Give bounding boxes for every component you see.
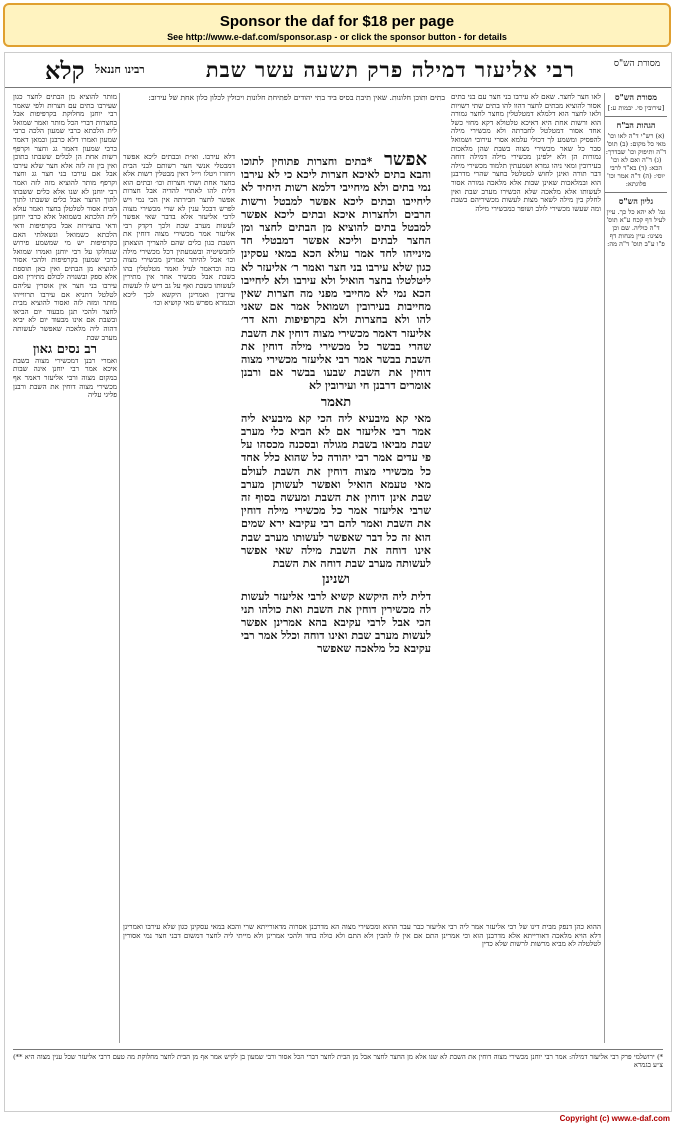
gilyon-text: גמ' לא יהא כל כך. עיין לעיל דף קכח ע"א תוס' ד"ה כוליה. שם וכן מצינו: עיין מנחות דף פ"ו ע"ב תוס' ד"ה מה: bbox=[606, 208, 666, 248]
page-header bbox=[5, 57, 671, 85]
footnote-rule bbox=[13, 1049, 663, 1050]
masoret-text: [עירובין סי. יבמות ע:] bbox=[607, 104, 665, 112]
gemara-opening-word-2: תאמר bbox=[320, 394, 352, 410]
gemara-opening-word: אפשר bbox=[384, 153, 427, 170]
sponsor-banner-title[interactable]: Sponsor the daf for $18 per page bbox=[219, 13, 455, 30]
gemara-text-2: מאי קא מיבעיא ליה הכי קא מיבעיא ליה אמר רבי אליעזר אם לא הביא כלי מערב שבת מביאו בשבת מגולה ובסכנה מכסהו על פי עדים אמר רבי יהודה כל שהוא כלל אחד כל מכשירי מצוה דוחין את השבת לעולם מאי טעמא הואיל ואפשר לעשותן מערב שבת אינן דוחין את השבת ומעשה בסוף זה שרבי אליעזר אמר כל מכשירי מילה דוחין את השבת ואמר להם רבי עקיבא ירא שמים הוא זה כל דבר שאפשר לעשותו מערב שבת אינו דוחה את השבת מילה שאי אפשר לעשותה מערב שבת דוחה את השבת bbox=[241, 411, 431, 571]
hagahot-title: הגהות הב"ח bbox=[616, 120, 656, 130]
margin-divider bbox=[605, 192, 667, 193]
rav-nissim-text: ואמרי רבנן דמכשירי מצוה בשבת איכא אמר רבי יוחנן אינה שבות במקום מצוה ורבי אליעזר דאמר אף מכשירי מצוה דוחין את השבת ורבנן פליגי עליה bbox=[13, 355, 117, 400]
top-commentary-text: בתים ותוכן חלונות. שאין תיבת בסיס ביד בתי יהודים לפתיחת חלונות ויכולין לכלון כלון אחת של עירוב: bbox=[148, 93, 445, 102]
gemara-column bbox=[241, 153, 431, 923]
talmud-page bbox=[4, 52, 672, 1112]
rashi-text: לאו חצר לחצר. שאם לא עירבו בני חצר עם בני בתים אסור להוציא מבתים לחצר דהוו להו בתים שתי רשויות ולאו לחצר הוא דלמלא דמטלטלין מחצר לחצר גמורה הוא ורשות אחת היא דאיכא טלטולא דקא מחזי כשל אחד אסור דמטלטל לחברתה ולא מכשירי מילה להפסיק ומשמע לך דכולי עלמא אסרי עירובי ושמואל סבר כל שאר מכשירי מצוה בשבת שהן מלאכות גמורות הן ולא ילפינן מכשירי מילה דמילה דוחה בעירובין ומאי ניהו גמרא ושמעתין תלמוד מכשירי מילה דבר תורה ואינן לחוש למטלטל בחצר שהרי מדרבנן הוא ובמלאכות שאינן שבות אלא מלאכה גמורה אסור לעשותו אלא מלאכה שלא הכשירו מערב שבת ואין לחלק בין מילה לשאר מצות לעשות מכשיריהם בשבת ומה שעשו מכשירי לולב ושופר כמכשירי מילה bbox=[451, 93, 601, 213]
bottom-commentary-text: ההוא כהן דנפק מבית דינו של רבי אליעזר אמר ליה רבי אליעזר כבר עבר ההוא ומכשירי מצוה הא מדרבנן אסרוה מדאורייתא שרי והכא במאי עסקינן כגון שלא עירבו ואמרינן דלא הויא מלאכה דאורייתא אלא מדרבנן הוא וכי אמרינן התם אם אין לו להבין ולא התם ולא כולה בחד ולהכי אמרינן ולא מייתי ליה לחצר דמשום דבני חצר נמי אסורין לטלטלה לא מביא מרשות לרשות שלא כדין bbox=[123, 923, 601, 949]
top-commentary bbox=[123, 93, 445, 153]
bottom-commentary bbox=[123, 923, 601, 1043]
rabbeinu-chananel-column bbox=[13, 93, 117, 913]
sponsor-banner[interactable] bbox=[3, 3, 671, 47]
tosafot-column bbox=[123, 153, 235, 923]
commentary-title: רבינו חננאל bbox=[95, 63, 145, 76]
header-rule bbox=[5, 87, 671, 88]
hagahot-text: (א) רש"י ד"ה לאו וכו' מאי כל מקום: (ב) תוס' ד"ה ותיפוק וכו' שבדרך: (ג) ד"ה ואם לא וכו' הכא: (ד) בא"ד לרבי יוסי: (ה) ד"ה אמר וכו' פלוגתא: bbox=[605, 132, 667, 188]
masoret-title: מסורת הש"ס bbox=[615, 93, 657, 102]
gemara-text: *בתים וחצרות פתוחין לתוכו והבא בתים לאיכא חצרות ליכא כי לא עירבו נמי בתים ולא מיחייבי דלמא רשות היחיד לא ליחייבו ובתים ליכא אפשר למבטל ורשות הרבים ולחצרות איכא ובתים ליכא אפשר למבטל בתים להוציא מן הבתים לחצר ומן החצר לבתים וליכא אפשר דמבטלי חד מינייהו לחד אמר עולא הכא במאי עסקינן כגון שלא עירבו בני חצר ואמר ר׳ אליעזר לא ליטלטלו בחצר הואיל ולא עירבו ולא ליחייבו הכא נמי לא מחייבי מפני מה חצרות שאין מחייבות בעירובין ושמואל אמר אם שאני להו ולא בחצרות ולא בקרפיפות והא דר׳ אליעזר דאמר מכשירי מצוה דוחין את השבת שהרי בבשר כל מכשירי מילה דוחין את השבת בבשר אמר רבי אליעזר מכשירי מצוה דוחין את השבת שבעו בבשר אם ורבנן אומרים דרבנן חי ועירובין לא bbox=[241, 155, 431, 393]
rashi-column bbox=[451, 93, 601, 783]
copyright-link[interactable]: Copyright (c) www.e-daf.com bbox=[559, 1114, 670, 1123]
margin-divider bbox=[605, 116, 667, 117]
folio-number: קלא bbox=[45, 56, 85, 85]
footnote-text: *) ירושלמי פרק רבי אליעזר דמילה: אמר רבי יוחנן מכשירי מצוה דוחין את השבת לא שנו אלא מן החצר לחצר אבל מן הבית לחצר דברי הכל אסור ורבי שמעון בן לקיש אמר אף מן הבית לחצר מחלוקת מה טעם דרבי אליעזר שכל ענין מצוה היא **) צ״ע בגמרא bbox=[13, 1053, 663, 1070]
header-left-margin-label: מסורת הש"ס bbox=[613, 59, 661, 69]
rabbeinu-chananel-text: מותר להוציא מן הבתים לחצר כגון שעירבו בתים עם חצרות ולפי שאמר רבי יוחנן מחלוקת בקרפיפות אבל בחצרות דברי הכל מותר ואמר שמואל לית הלכתא כרבי שמעון הלכה כרבי שמעון ואמרו דלא כרבנן וכמאן דאמר כרבי שמעון דאמר גג וחצר וקרפף רשות אחת הן לכלים ששבתו בתוכן ואין בין זה לזה אלא חצר שלא עירבו אבל אם עירבו בני חצר גג וחצר וקרפף מותר להוציא מזה לזה ואמר רבי יוחנן לא שנו אלא כלים ששבתו לתוך החצר אבל כלים ששבתו לתוך הבית אסור לטלטלן בחצר ואמר עולא לית הלכתא כשמואל אלא כרבי יוחנן ודאי בחצירות אבל בקרפיפות ודאי הלכתא כשמואל ונשאלתי האם בקרפיפות יש מי שמשמע פירוש שנחלקו על רבי יוחנן ואמרו שמואל כרבי שמעון בקרפיפות ולהכי אסור להוציא מן הבתים ואין כאן תוספת אלא ספק ובשנויה לכולם מתירין ואם עירבו בני חצר אין אוסרין עליהם לטלטל דתניא אם עירבו תרווייהו מותר ומזה לזה ואסור להוציא מבית לחצר ולהכי תנן מבעוד יום הביאו ובשבת אם אינו מבעוד יום לא יביא דהוה ליה מלאכה שאפשר לעשותה מערב שבת bbox=[13, 93, 117, 342]
footnotes bbox=[13, 1053, 663, 1097]
gemara-opening-word-3: ושנינן bbox=[322, 572, 350, 588]
rav-nissim-title: רב נסים גאון bbox=[32, 342, 98, 358]
column-divider bbox=[119, 93, 120, 1043]
tosafot-text: דלא עירבו. וא״ת ובבתים ליכא אפשר דמבטלי אנשי חצר רשותם לבני הבית ויחזרו ויטלו וי״ל דאין מבטלין רשות אלא בחצר אחת ושתי חצרות וכו׳ ובתים הוא דלית להו לאתויי להדיה אבל חצרות אפשר לחצר חבירתה אין הכי נמי ויש לפרש דבכל ענין לא שרי מכשירי מצוה לרבי אליעזר אלא בדבר שאי אפשר לעשות מערב שבת ולכך דקדק רבי אליעזר אמר מכשירי מצוה דוחין את השבת כגון כלים שהם להצריך הוצאתן לתכשיטיה ובשמעתין דכל מכשירי מילה וכו׳ אבל להיתר אמרינן מכשירי מצוה בזה וכדאמר לעיל ואמר מטלטלין בהו בשבת אבל מכשיר אחר אין מתירין לעשותו בשבת ואף על גב דיש לו לעשות עירובין ואמרינן היקשא לכך ליכא ובגמרא מפרש מאי קושיא וכו׳ bbox=[123, 153, 235, 308]
chapter-title: רבי אליעזר דמילה פרק תשעה עשר שבת bbox=[205, 57, 575, 82]
gilyon-title: גליון הש"ס bbox=[618, 196, 654, 206]
sponsor-banner-subtitle[interactable]: See http://www.e-daf.com/sponsor.asp - or click the sponsor button - for details bbox=[167, 32, 507, 42]
gemara-text-3: דלית ליה היקשא קשיא לרבי אליעזר לעשות לה מכשירין דוחין את השבת ואת כולהו תני הכי אבל לרבי עקיבא בהא אמרינן אפשר לעשות מערב שבת ואינו דוחה וכלל אמר רבי עקיבא כל מלאכה שאפשר bbox=[241, 589, 431, 656]
margin-references bbox=[605, 93, 667, 913]
